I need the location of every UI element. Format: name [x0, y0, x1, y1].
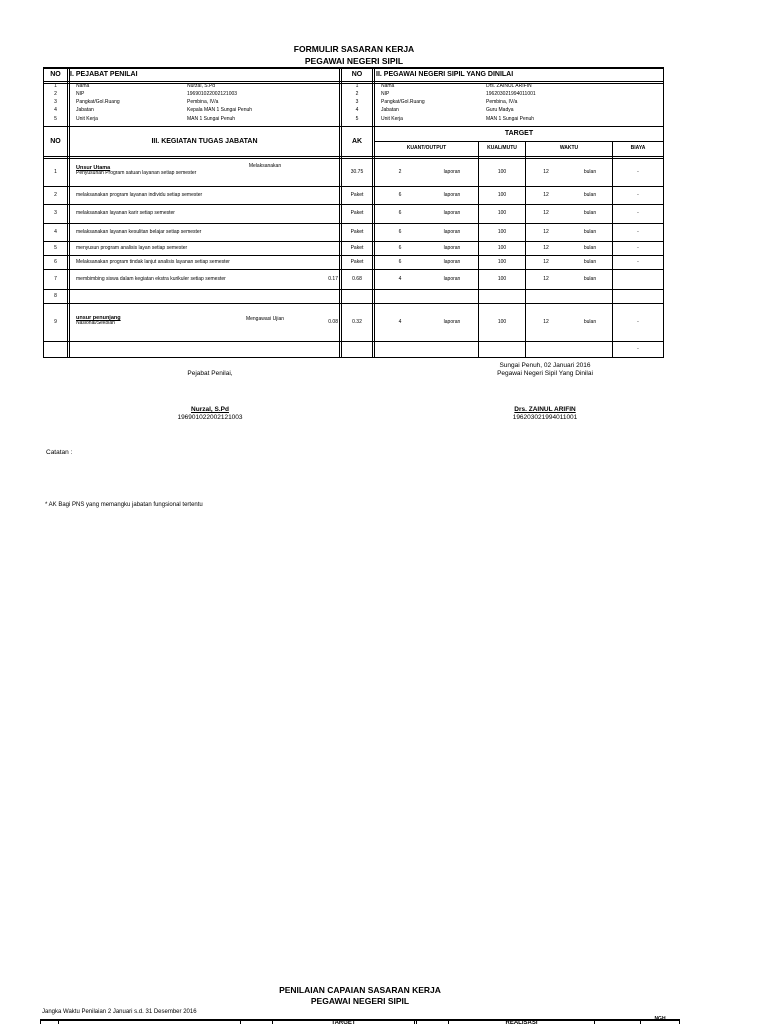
page2-subtitle: PEGAWAI NEGERI SIPIL — [310, 996, 410, 1006]
activity-time: 12 — [543, 259, 549, 265]
pns-signature-title: Pegawai Negeri Sipil Yang Dinilai — [497, 370, 593, 377]
activity-time: 12 — [543, 210, 549, 216]
activity-quantity: 6 — [398, 210, 402, 216]
activity-time-unit: bulan — [583, 245, 597, 251]
activity-quantity: 6 — [398, 229, 402, 235]
activity-number: 1 — [54, 169, 57, 175]
activity-cost: - — [637, 229, 639, 235]
activity-cost: - — [637, 259, 639, 265]
pns-row-number: 4 — [355, 107, 359, 113]
activity-quality: 100 — [497, 245, 507, 251]
activity-time-unit: bulan — [583, 276, 597, 282]
activity-quality: 100 — [497, 259, 507, 265]
pejabat-row-label: Jabatan — [76, 107, 94, 113]
pejabat-row-label: Pangkat/Gol.Ruang — [76, 99, 120, 105]
pns-row-number: 2 — [355, 91, 359, 97]
activity-cost: - — [637, 192, 639, 198]
activity-description: Penyusunan Program satuan layanan setiap semester — [76, 170, 197, 176]
activity-description: menyusun program analisis layan setiap semester — [76, 245, 188, 251]
pns-row-number: 5 — [355, 116, 359, 122]
activity-number: 7 — [54, 276, 57, 282]
pejabat-row-value: Nurzal, S.Pd — [187, 83, 216, 89]
activity-time: 12 — [543, 245, 549, 251]
pejabat-row-number: 3 — [54, 99, 57, 105]
activity-number: 3 — [54, 210, 57, 216]
no-header-2: NO — [351, 71, 363, 78]
ak-header: AK — [351, 138, 363, 145]
activity-time-unit: bulan — [583, 192, 597, 198]
pns-row-label: Pangkat/Gol.Ruang — [381, 99, 425, 105]
activity-description: melaksanakan program layanan individu setiap semester — [76, 192, 203, 198]
pns-signature-nip: 196203021994011001 — [512, 414, 578, 421]
activity-ak: 30.75 — [350, 169, 364, 175]
activity-time-unit: bulan — [583, 319, 597, 325]
activity-quantity: 4 — [398, 276, 402, 282]
activity-quality: 100 — [497, 229, 507, 235]
activity-quality: 100 — [497, 276, 507, 282]
pejabat-row-number: 4 — [54, 107, 57, 113]
pns-row-value: Guru Madya — [486, 107, 514, 113]
pejabat-signature-title: Pejabat Penilai, — [187, 370, 233, 377]
activity-side-note: Melaksanakan — [248, 163, 282, 169]
catatan-label: Catatan : — [46, 449, 73, 456]
pns-row-number: 3 — [355, 99, 359, 105]
page2-period: Jangka Waktu Penilaian 2 Januari s.d. 31 Desember 2016 — [42, 1009, 197, 1015]
pejabat-signature-name: Nurzal, S.Pd — [191, 406, 229, 413]
pns-row-value: MAN 1 Sungai Penuh — [486, 116, 535, 122]
activity-time: 12 — [543, 229, 549, 235]
activity-ak: Paket — [350, 245, 364, 251]
activity-number: 6 — [54, 259, 57, 265]
waktu-header: WAKTU — [559, 145, 579, 151]
activity-time: 12 — [543, 169, 549, 175]
activity-time-unit: bulan — [583, 229, 597, 235]
activity-heading: unsur penunjang — [76, 315, 121, 321]
pns-row-label: NIP — [381, 91, 390, 97]
activity-number: 9 — [54, 319, 57, 325]
kual-mutu-header: KUAL/MUTU — [487, 145, 517, 151]
pns-signature-name: Drs. ZAINUL ARIFIN — [514, 406, 576, 413]
activity-output-unit: laporan — [443, 319, 461, 325]
pejabat-signature-nip: 196901022002121003 — [177, 414, 243, 421]
activity-output-unit: laporan — [443, 169, 461, 175]
pejabat-row-value: Pembina, IV/a — [187, 99, 219, 105]
activity-number: 2 — [54, 192, 57, 198]
activity-quality: 100 — [497, 192, 507, 198]
activity-ak: 0.32 — [352, 319, 362, 325]
pns-row-value: Pembina, IV/a — [486, 99, 518, 105]
footnote: * AK Bagi PNS yang memangku jabatan fungsional tertentu — [45, 502, 203, 508]
activity-number: 4 — [54, 229, 57, 235]
activity-cost: - — [637, 346, 639, 352]
activity-output-unit: laporan — [443, 245, 461, 251]
activity-number: 5 — [54, 245, 57, 251]
pejabat-row-value: Kepala MAN 1 Sungai Penuh — [187, 107, 253, 113]
activity-time-unit: bulan — [583, 259, 597, 265]
activity-ak-unit: 0.17 — [328, 276, 338, 282]
activity-description: Melaksanakan program tindak lanjut analisis layanan setiap semester — [76, 259, 230, 265]
activity-ak: Paket — [350, 192, 364, 198]
activity-cost: - — [637, 210, 639, 216]
activity-ak: Paket — [350, 210, 364, 216]
pns-row-number: 1 — [355, 83, 359, 89]
activity-ak: Paket — [350, 259, 364, 265]
activity-ak: Paket — [350, 229, 364, 235]
activity-time-unit: bulan — [583, 169, 597, 175]
page2-ngh-header: NGH — [654, 1016, 666, 1022]
kuant-output-header: KUANT/OUTPUT — [406, 145, 447, 151]
activity-description: membimbing siswa dalam kegiatan ekstra kurikuler setiap semester — [76, 276, 226, 282]
pns-dinilai-header: II. PEGAWAI NEGERI SIPIL YANG DINILAI — [376, 71, 514, 78]
pejabat-row-number: 1 — [54, 83, 57, 89]
pejabat-row-number: 5 — [54, 116, 57, 122]
no-header: NO — [50, 71, 61, 78]
activity-time-unit: bulan — [583, 210, 597, 216]
activity-ak-unit: 0.08 — [328, 319, 338, 325]
activity-output-unit: laporan — [443, 229, 461, 235]
page2-realisasi-header: REALISASI — [505, 1020, 538, 1026]
activity-cost: - — [637, 245, 639, 251]
page2-title: PENILAIAN CAPAIAN SASARAN KERJA — [279, 985, 441, 995]
pejabat-row-number: 2 — [54, 91, 57, 97]
pejabat-row-value: 196901022002121003 — [187, 91, 238, 97]
kegiatan-title-header: III. KEGIATAN TUGAS JABATAN — [151, 138, 258, 145]
activity-output-unit: laporan — [443, 192, 461, 198]
activity-heading: Unsur Utama — [76, 165, 111, 171]
activity-quantity: 6 — [398, 259, 402, 265]
activity-quantity: 6 — [398, 192, 402, 198]
form-title: FORMULIR SASARAN KERJA — [293, 44, 415, 54]
pns-row-label: Unit Kerja — [381, 116, 403, 122]
pns-row-label: Nama — [381, 83, 395, 89]
page2-target-header: TARGET — [331, 1020, 356, 1026]
pejabat-penilai-header: I. PEJABAT PENILAI — [70, 71, 138, 78]
activity-description: melaksanakan layanan kesulitan belajar setiap semester — [76, 229, 202, 235]
activity-quantity: 4 — [398, 319, 402, 325]
activity-number: 8 — [54, 293, 57, 299]
pns-row-value: 196203021994011001 — [486, 91, 536, 97]
activity-quantity: 2 — [398, 169, 402, 175]
activity-quality: 100 — [497, 169, 507, 175]
pejabat-row-label: Nama — [76, 83, 90, 89]
activity-output-unit: laporan — [443, 259, 461, 265]
pejabat-row-label: Unit Kerja — [76, 116, 98, 122]
activity-quantity: 6 — [398, 245, 402, 251]
activity-description: Nasional/Sekolah — [76, 320, 115, 326]
activity-time: 12 — [543, 319, 549, 325]
form-subtitle: PEGAWAI NEGERI SIPIL — [304, 56, 404, 66]
pejabat-row-label: NIP — [76, 91, 85, 97]
pejabat-row-value: MAN 1 Sungai Penuh — [187, 116, 236, 122]
activity-cost: - — [637, 319, 639, 325]
kegiatan-no-header: NO — [50, 138, 61, 145]
pns-row-label: Jabatan — [381, 107, 399, 113]
activity-time: 12 — [543, 276, 549, 282]
biaya-header: BIAYA — [630, 145, 646, 151]
activity-quality: 100 — [497, 210, 507, 216]
activity-description: melaksanakan layanan karir setiap semester — [76, 210, 175, 216]
activity-side-note: Mengawasi Ujian — [245, 316, 285, 322]
activity-time: 12 — [543, 192, 549, 198]
place-date: Sungai Penuh, 02 Januari 2016 — [499, 362, 591, 369]
activity-cost: - — [637, 169, 639, 175]
activity-quality: 100 — [497, 319, 507, 325]
activity-ak: 0.68 — [352, 276, 362, 282]
activity-output-unit: laporan — [443, 210, 461, 216]
target-header: TARGET — [504, 130, 534, 137]
activity-output-unit: laporan — [443, 276, 461, 282]
pns-row-value: Drs. ZAINUL ARIFIN — [486, 83, 532, 89]
